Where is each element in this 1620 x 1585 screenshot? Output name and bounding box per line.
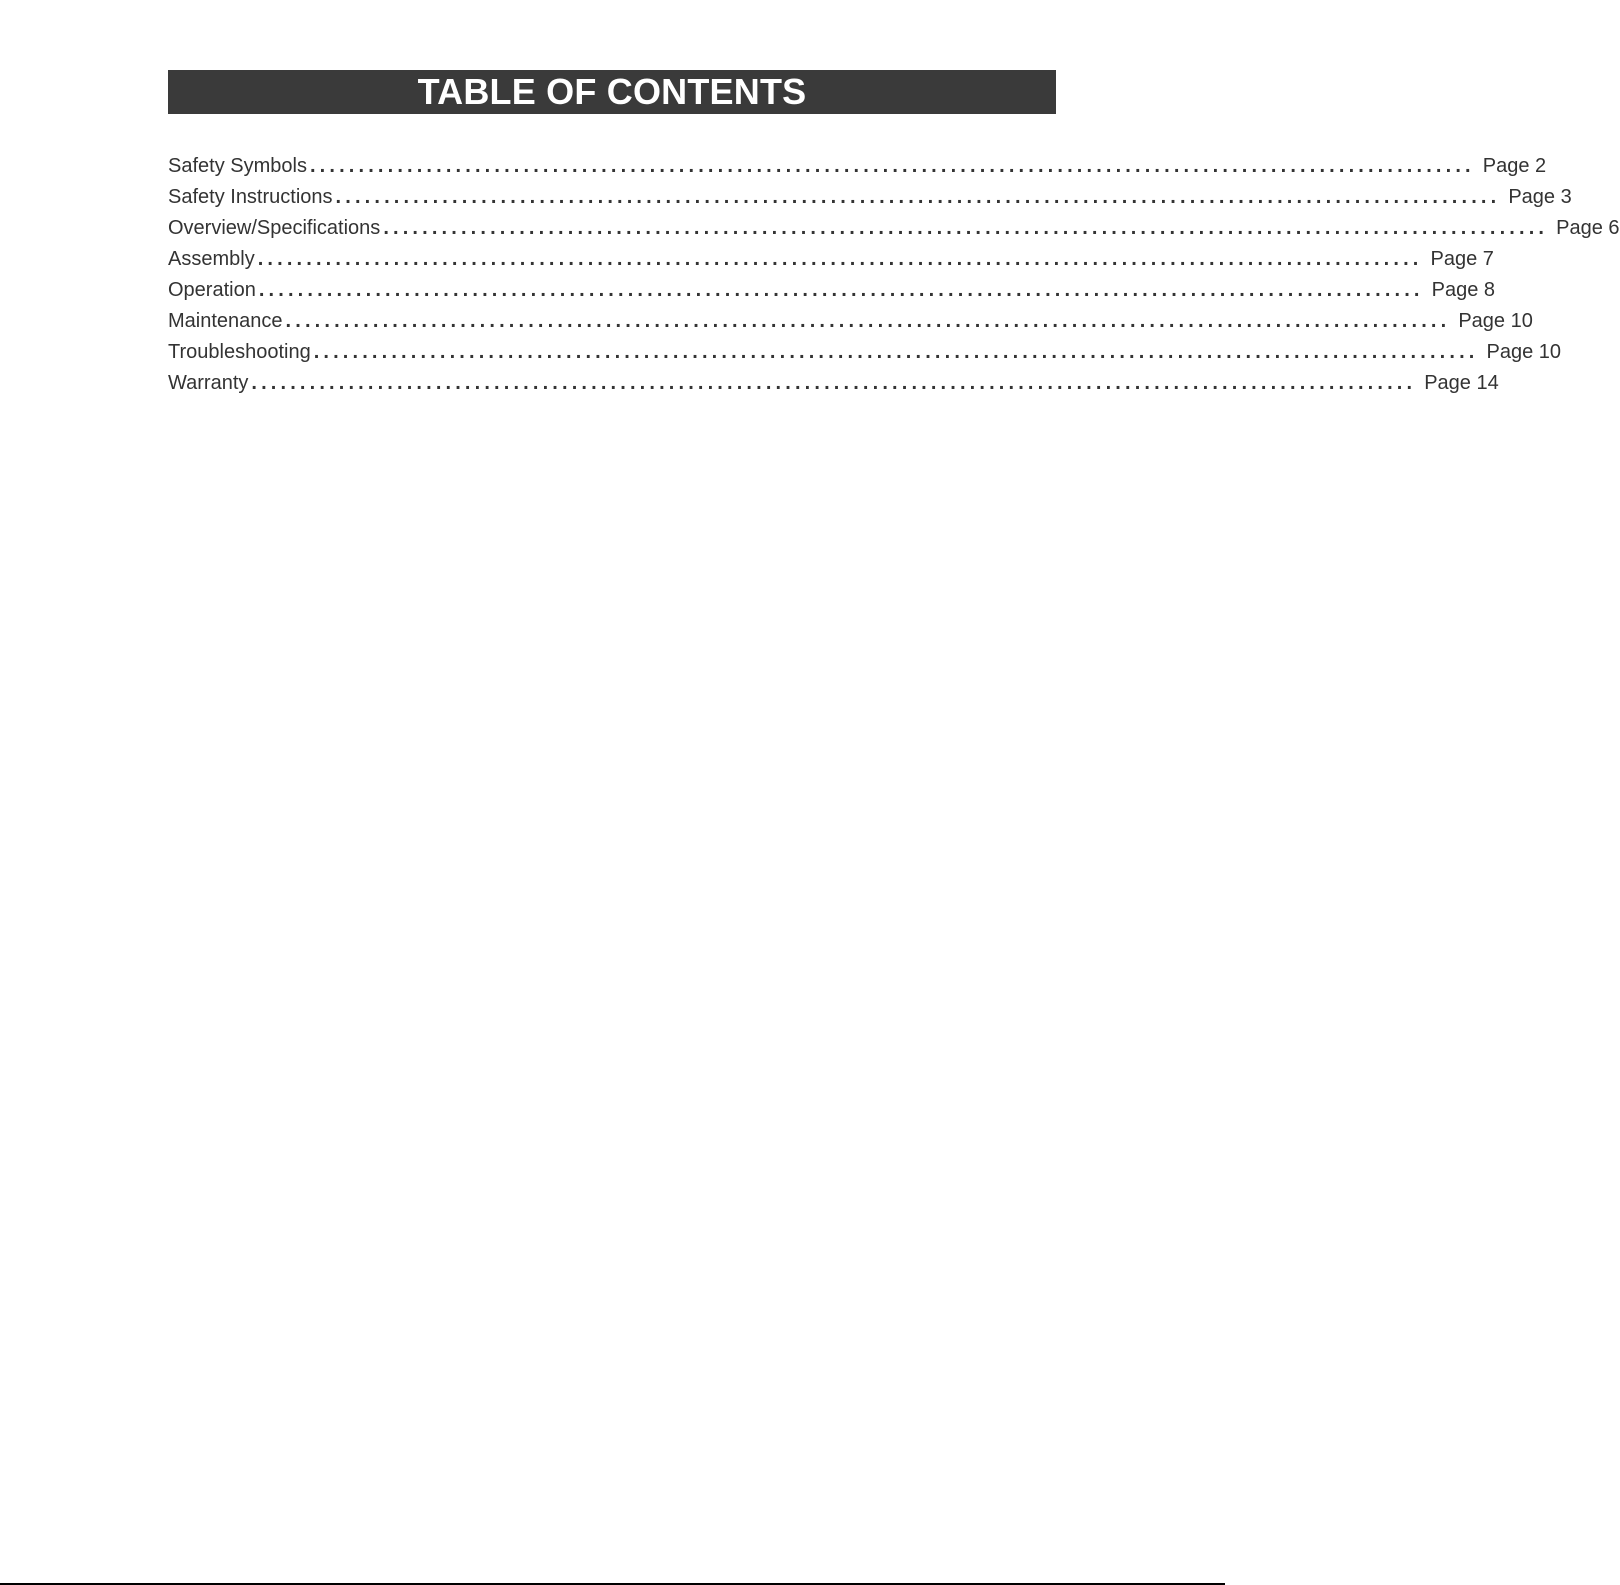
toc-entry-page: Page 3	[1508, 186, 1572, 208]
toc-entry-page: Page 10	[1458, 310, 1533, 332]
toc-entry-maintenance[interactable]	[168, 306, 1533, 337]
dot-leader: ........................................................................................................................	[285, 310, 1451, 332]
toc-entry-safety-instructions[interactable]	[168, 182, 1572, 213]
toc-entry-assembly[interactable]	[168, 244, 1494, 275]
toc-entry-title: Assembly	[168, 248, 255, 270]
toc-entry-title: Warranty	[168, 372, 249, 394]
toc-entry-page: Page 8	[1431, 279, 1496, 301]
dot-leader: ........................................................................................................................	[383, 217, 1549, 239]
toc-entry-title: Safety Instructions	[168, 186, 333, 208]
dot-leader: ........................................................................................................................	[313, 341, 1479, 363]
toc-entry-title: Troubleshooting	[168, 341, 311, 363]
dot-leader: ........................................................................................................................	[309, 155, 1475, 177]
dot-leader: ........................................................................................................................	[257, 248, 1423, 270]
toc-entry-warranty[interactable]	[168, 368, 1499, 399]
toc-entry-page: Page 2	[1482, 155, 1547, 177]
dot-leader: ........................................................................................................................	[335, 186, 1501, 208]
toc-entry-page: Page 7	[1430, 248, 1494, 270]
toc-entry-overview-specifications[interactable]	[168, 213, 1620, 244]
dot-leader: ........................................................................................................................	[258, 279, 1424, 301]
toc-entry-page: Page 6	[1556, 217, 1620, 239]
dot-leader: ........................................................................................................................	[251, 372, 1417, 394]
toc-entry-troubleshooting[interactable]	[168, 337, 1561, 368]
toc-entry-title: Safety Symbols	[168, 155, 307, 177]
toc-entry-title: Operation	[168, 279, 256, 301]
section-header-bar	[168, 70, 1056, 114]
toc-entry-operation[interactable]	[168, 275, 1496, 306]
page-title: TABLE OF CONTENTS	[417, 71, 807, 112]
toc-entry-safety-symbols[interactable]	[168, 151, 1547, 182]
toc-entry-page: Page 14	[1424, 372, 1499, 394]
toc-entry-title: Overview/Specifications	[168, 217, 381, 239]
toc-entry-page: Page 10	[1486, 341, 1561, 363]
table-of-contents	[168, 151, 1620, 399]
toc-entry-title: Maintenance	[168, 310, 283, 332]
